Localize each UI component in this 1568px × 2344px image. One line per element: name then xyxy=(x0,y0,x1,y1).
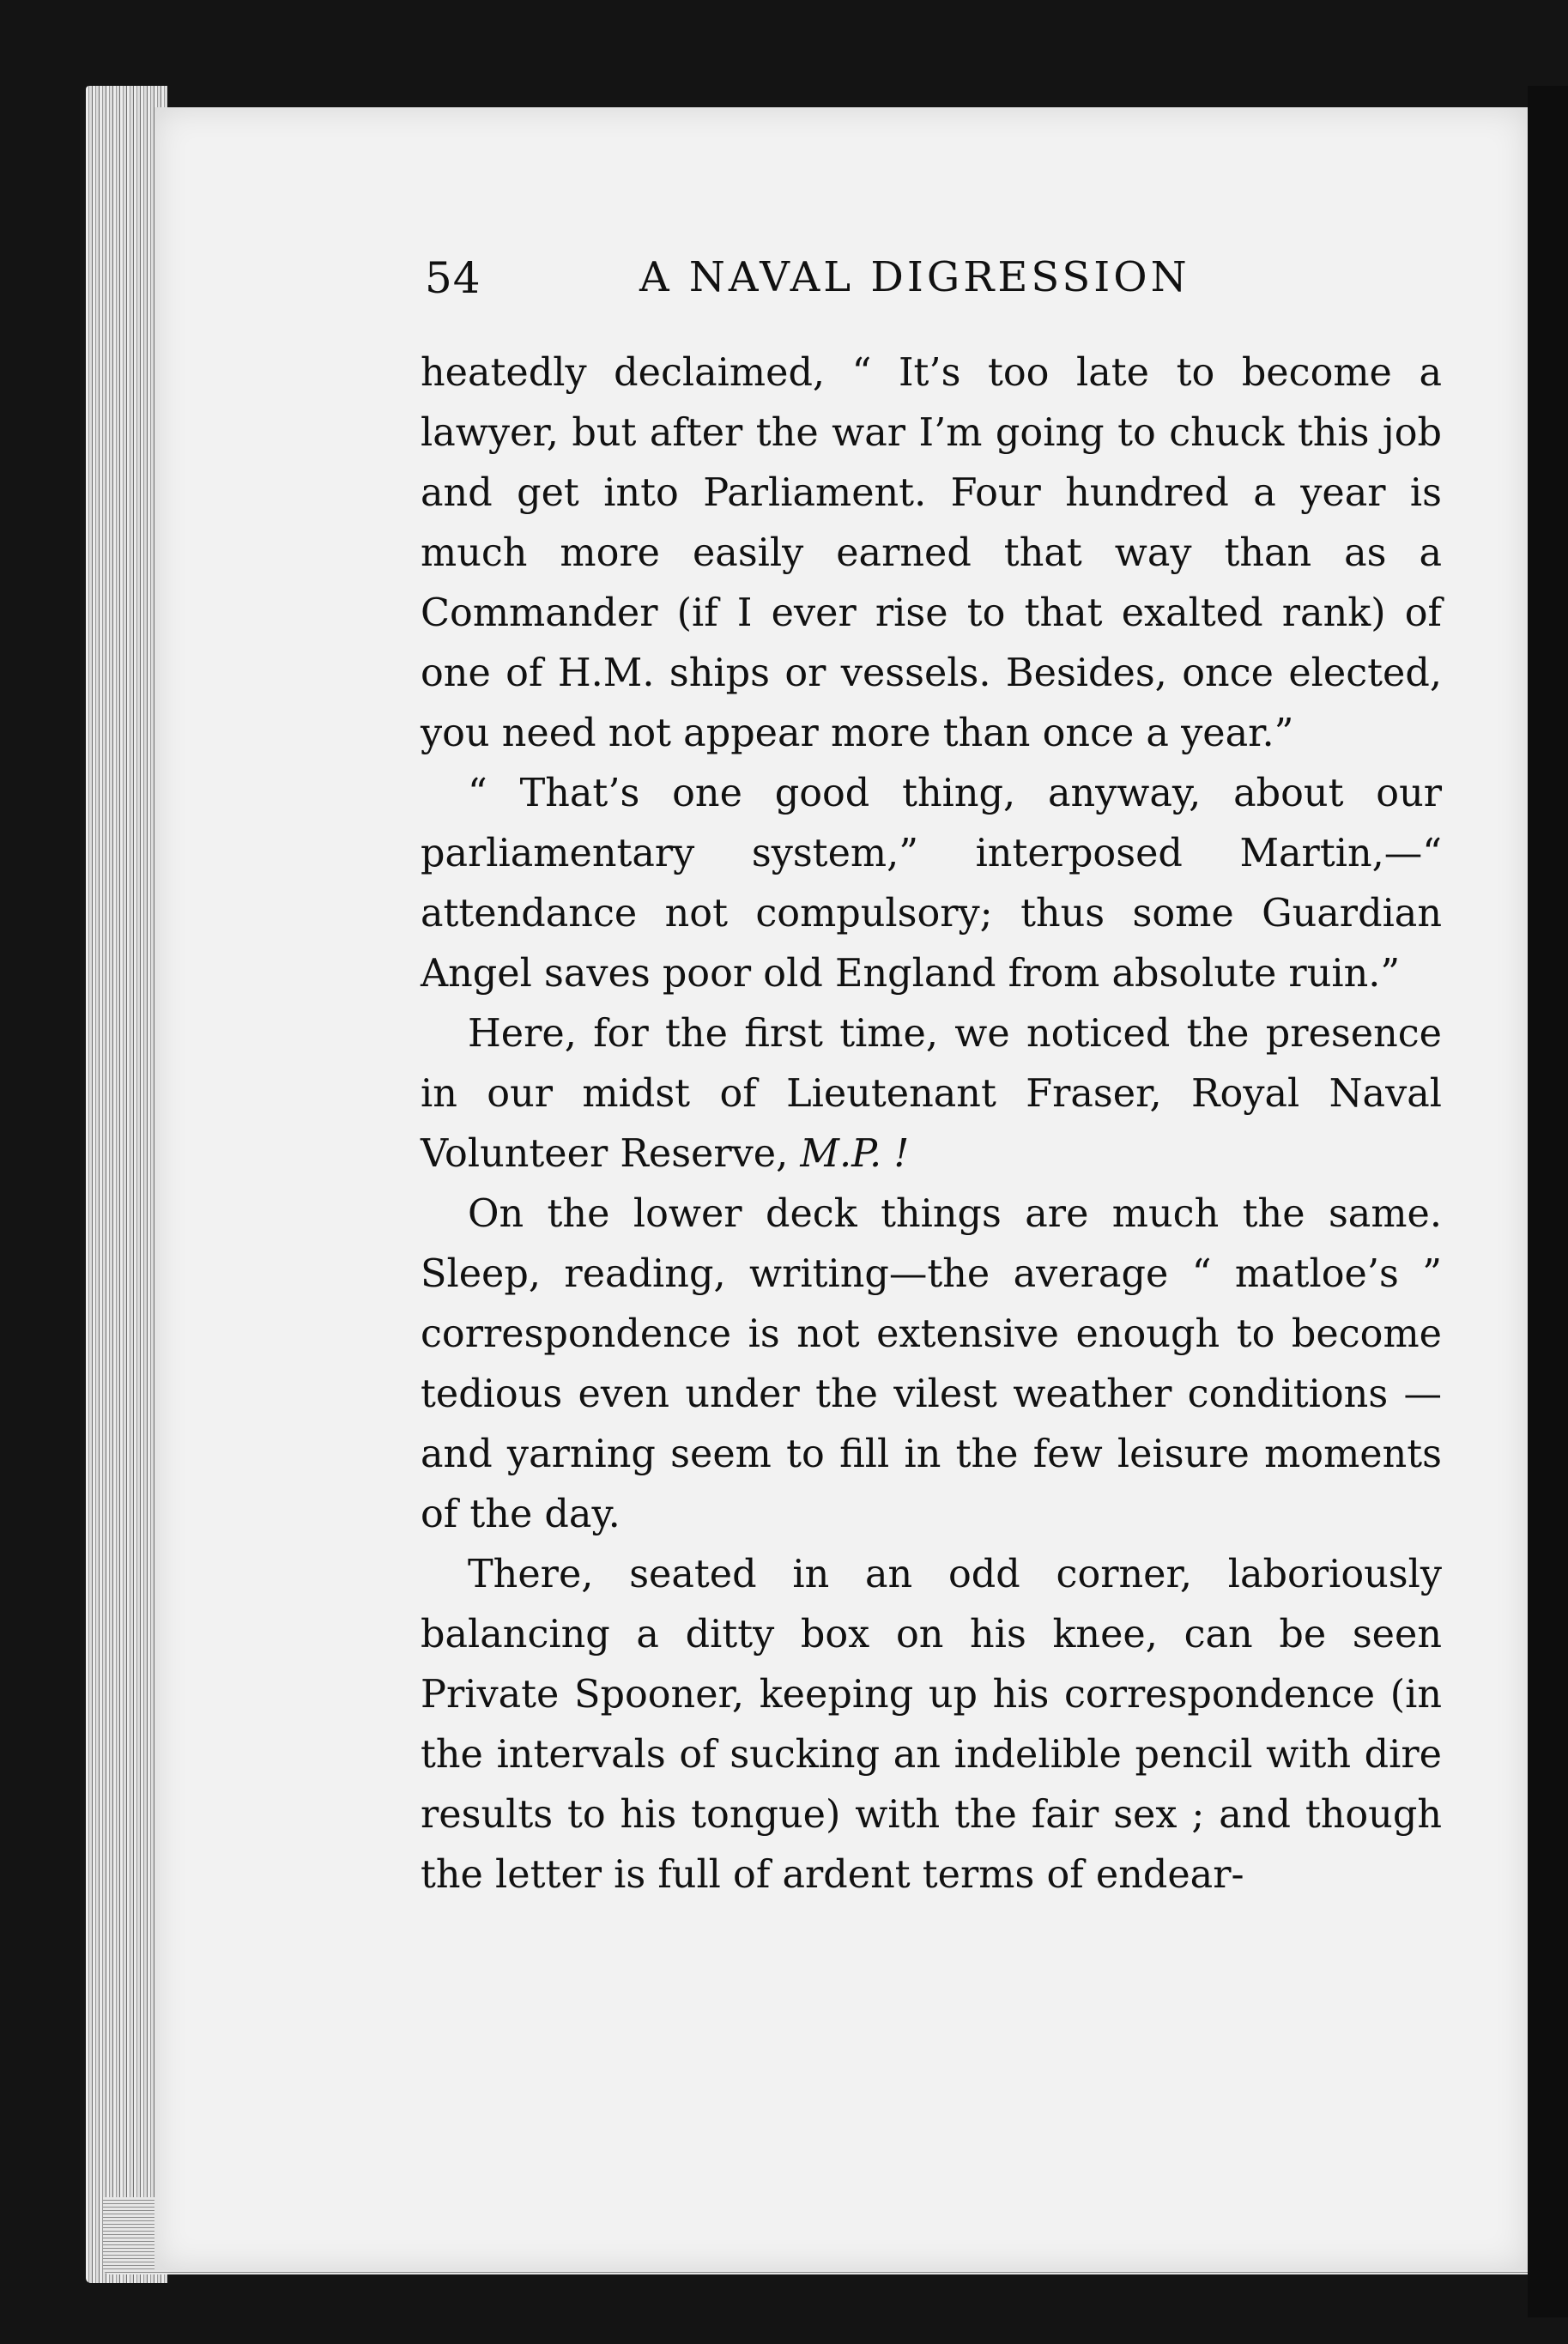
page-number: 54 xyxy=(425,253,481,303)
paragraph-3-text: Here, for the first time, we noticed the presence in our midst of Lieutenant Fraser, Royal Naval Volunteer Reserve, xyxy=(421,1012,1442,1176)
running-head: A NAVAL DIGRESSION xyxy=(639,253,1190,301)
paragraph-3-italic: M.P. ! xyxy=(800,1132,910,1176)
paragraph-2: “ That’s one good thing, anyway, about our parliamentary system,” interposed Martin,—“ attendance not compulsory; thus some Guardian Angel saves poor old England from absolute ruin.” xyxy=(421,772,1442,996)
paragraph-5: There, seated in an odd corner, laboriously balancing a ditty box on his knee, can be seen Private Spooner, keeping up his correspondence (in the intervals of sucking an indelible pencil with dire results to his tongue) with the fair sex ; and though the letter is full of ardent terms of endear- xyxy=(421,1553,1442,1897)
paragraph-3 xyxy=(421,1004,1442,1184)
paragraph-4: On the lower deck things are much the same. Sleep, reading, writing—the average “ matloe’s ” correspondence is not extensive enough to become tedious even under the vilest weather conditions —and yarning seem to fill in the few leisure moments of the day. xyxy=(421,1192,1442,1536)
binding-shadow xyxy=(1528,86,1568,2317)
paragraph-1: heatedly declaimed, “ It’s too late to become a lawyer, but after the war I’m going to chuck this job and get into Parliament. Four hundred a year is much more easily earned that way than as a Commander (if I ever rise to that exalted rank) of one of H.M. ships or vessels. Besides, once elected, you need not appear more than once a year.” xyxy=(421,351,1442,755)
body-text xyxy=(421,343,1442,1905)
page-header xyxy=(425,253,1283,313)
